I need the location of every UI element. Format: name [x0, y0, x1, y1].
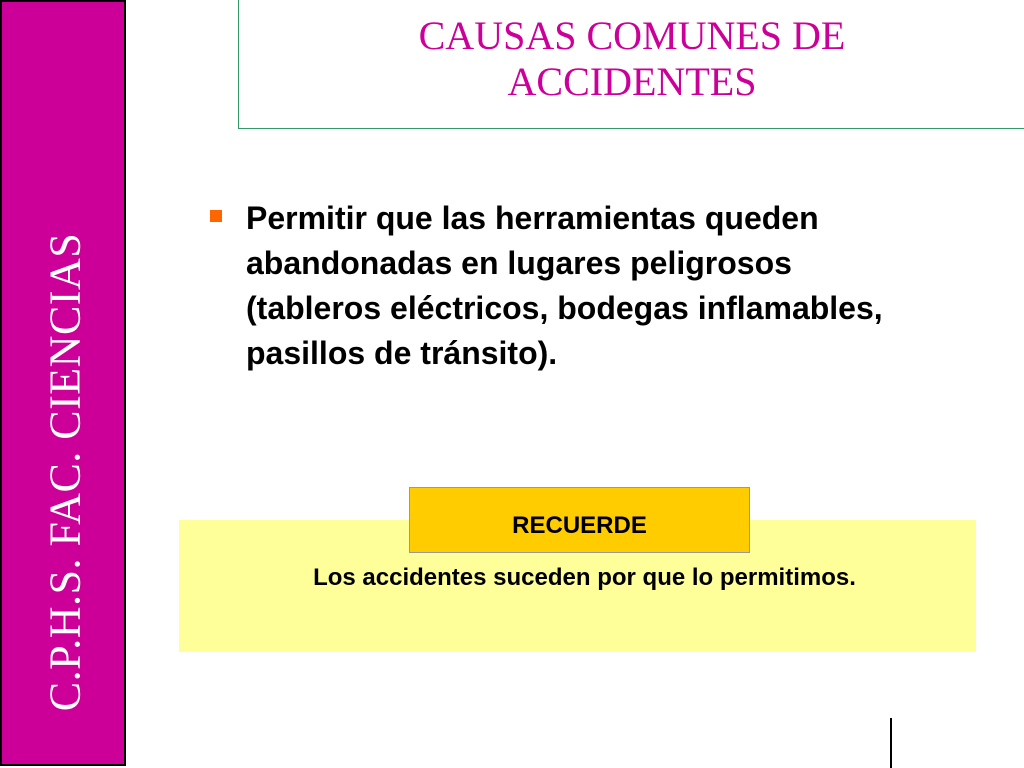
divider-line [890, 718, 892, 768]
square-bullet-icon [210, 210, 222, 222]
remember-label: RECUERDE [512, 512, 647, 539]
title-box [238, 0, 1024, 129]
reminder-message: Los accidentes suceden por que lo permitimos. [313, 564, 856, 591]
slide-title [239, 13, 1024, 105]
slide-title-line-2: ACCIDENTES [507, 59, 757, 104]
side-banner-label: C.P.H.S. FAC. CIENCIAS [40, 232, 90, 712]
remember-badge [409, 487, 750, 553]
side-banner [0, 0, 126, 766]
bullet-text: Permitir que las herramientas queden abandonadas en lugares peligrosos (tableros eléctricos, bodegas inflamables, pasillos de tránsito). [246, 200, 883, 371]
slide-title-line-1: CAUSAS COMUNES DE [418, 13, 846, 58]
